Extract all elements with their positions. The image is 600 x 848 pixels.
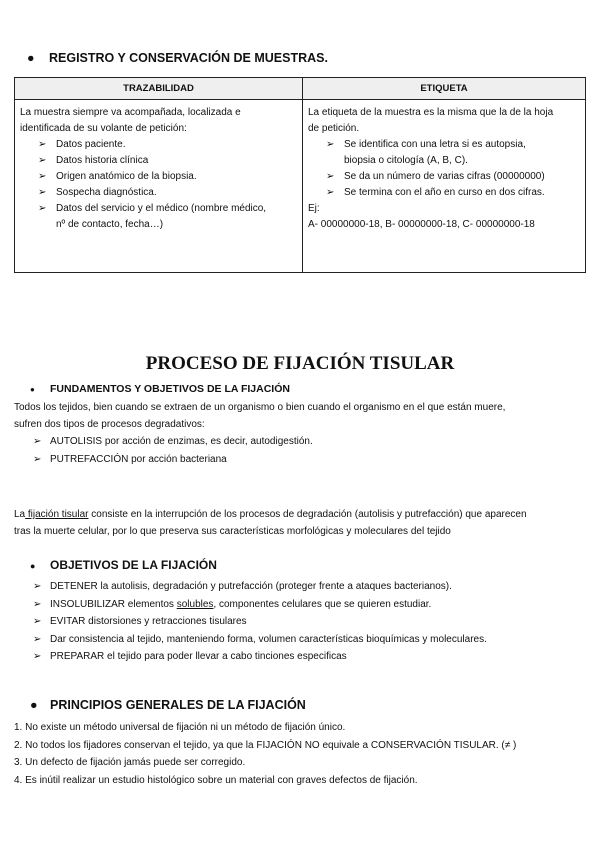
arrow-bullet-icon: ➢ (326, 171, 335, 182)
item-text: Datos paciente. (56, 139, 126, 150)
arrow-bullet-icon: ➢ (38, 155, 47, 166)
list-item: 1. No existe un método universal de fijación ni un método de fijación único. (14, 722, 346, 733)
item-text: Origen anatómico de la biopsia. (56, 171, 197, 182)
list-item (33, 648, 487, 666)
list-item (38, 137, 298, 153)
section-heading-objetivos (30, 558, 217, 572)
underlined-term: fijación tisular (25, 509, 89, 520)
table-row (15, 100, 586, 273)
list-item (326, 185, 581, 201)
list-item (33, 433, 313, 451)
list-item (38, 201, 298, 217)
item-text: Datos del servicio y el médico (nombre médico, (56, 203, 267, 214)
arrow-bullet-icon: ➢ (33, 453, 42, 465)
arrow-bullet-icon: ➢ (38, 139, 47, 150)
arrow-bullet-icon: ➢ (326, 187, 335, 198)
heading-text: OBJETIVOS DE LA FIJACIÓN (50, 558, 217, 572)
cell-trazabilidad (15, 100, 303, 273)
section-heading-fundamentos (30, 383, 290, 395)
list-item (33, 613, 487, 631)
item-text: Se termina con el año en curso en dos cifras. (344, 187, 545, 198)
list-item (38, 169, 298, 185)
item-text: Datos historia clínica (56, 155, 149, 166)
item-text: AUTOLISIS por acción de enzimas, es decir, autodigestión. (50, 436, 313, 447)
cell-text: de petición. (308, 123, 360, 134)
bullet-icon: ● (27, 51, 35, 65)
degradative-list (33, 433, 313, 468)
heading-text: PRINCIPIOS GENERALES DE LA FIJACIÓN (50, 698, 306, 712)
principios-list (14, 719, 516, 789)
intro-paragraph (14, 399, 505, 433)
item-text: biopsia o citología (A, B, C). (344, 155, 468, 166)
list-item: 3. Un defecto de fijación jamás puede ser corregido. (14, 757, 246, 768)
item-text: Dar consistencia al tejido, manteniendo forma, volumen características bioquímicas y moleculares. (50, 633, 487, 645)
example-text: A- 00000000-18, B- 00000000-18, C- 00000000-18 (308, 219, 535, 230)
arrow-bullet-icon: ➢ (33, 581, 42, 592)
page-title: PROCESO DE FIJACIÓN TISULAR (145, 353, 455, 374)
arrow-bullet-icon: ➢ (33, 598, 42, 610)
list-item (33, 578, 487, 596)
cell-text: La etiqueta de la muestra es la misma que la de la hoja (308, 107, 554, 118)
col-header-etiqueta: ETIQUETA (303, 78, 586, 100)
paragraph-line (14, 506, 527, 523)
list-item (326, 137, 581, 153)
arrow-bullet-icon: ➢ (33, 633, 42, 645)
example-label: Ej: (308, 203, 320, 214)
text: consiste en la interrupción de los procesos de degradación (autolisis y putrefacción) que aparecen (88, 509, 527, 520)
section-heading-registro (27, 51, 328, 65)
item-text: Se da un número de varias cifras (00000000) (344, 171, 545, 182)
arrow-bullet-icon: ➢ (33, 436, 42, 447)
heading-text: FUNDAMENTOS Y OBJETIVOS DE LA FIJACIÓN (50, 383, 290, 395)
list-item (33, 451, 313, 469)
list-item (326, 169, 581, 185)
list-item-continuation (326, 153, 581, 169)
heading-text: REGISTRO Y CONSERVACIÓN DE MUESTRAS. (49, 51, 328, 65)
item-text: nº de contacto, fecha…) (56, 219, 164, 230)
cell-etiqueta (303, 100, 586, 273)
item-text: PREPARAR el tejido para poder llevar a cabo tinciones especificas (50, 651, 347, 662)
arrow-bullet-icon: ➢ (326, 139, 335, 150)
item-text: PUTREFACCIÓN por acción bacteriana (50, 453, 227, 465)
item-text: , componentes celulares que se quieren estudiar. (213, 598, 432, 610)
arrow-bullet-icon: ➢ (38, 203, 47, 214)
text: La (14, 509, 26, 520)
list-item (38, 185, 298, 201)
underlined-term: solubles (176, 598, 214, 610)
paragraph-line: tras la muerte celular, por lo que preserva sus características morfológicas y moleculares del tejido (14, 526, 451, 537)
list-item-continuation (38, 217, 298, 233)
cell-text: identificada de su volante de petición: (20, 123, 187, 134)
paragraph-line: Todos los tejidos, bien cuando se extraen de un organismo o bien cuando el organismo en el que están muere, (14, 402, 506, 413)
bullet-icon: ● (30, 698, 38, 712)
item-text: EVITAR distorsiones y retracciones tisulares (50, 616, 247, 627)
paragraph-line: sufren dos tipos de procesos degradativos: (14, 419, 205, 430)
objetivos-list (33, 578, 487, 666)
bullet-icon: ● (30, 385, 35, 394)
list-item: 4. Es inútil realizar un estudio histológico sobre un material con graves defectos de fijación. (14, 774, 418, 786)
arrow-bullet-icon: ➢ (33, 651, 42, 662)
cell-text: La muestra siempre va acompañada, localizada e (20, 107, 241, 118)
arrow-bullet-icon: ➢ (33, 616, 42, 627)
bullet-icon: ● (30, 561, 36, 571)
arrow-bullet-icon: ➢ (38, 171, 47, 182)
item-text: INSOLUBILIZAR elementos (50, 598, 177, 610)
definition-paragraph (14, 506, 527, 540)
section-heading-principios (30, 698, 306, 712)
item-text: DETENER la autolisis, degradación y putrefacción (proteger frente a ataques bacterianos). (50, 581, 452, 592)
table-header-row (15, 78, 586, 100)
arrow-bullet-icon: ➢ (38, 187, 47, 198)
list-item: 2. No todos los fijadores conservan el tejido, ya que la FIJACIÓN NO equivale a CONSERVACIÓN TISULAR. (≠ ) (14, 739, 517, 751)
item-text: Sospecha diagnóstica. (56, 187, 157, 198)
list-item (33, 596, 487, 614)
trazabilidad-etiqueta-table (14, 77, 586, 273)
list-item (38, 153, 298, 169)
list-item (33, 631, 487, 649)
item-text: Se identifica con una letra si es autopsia, (344, 139, 526, 150)
col-header-trazabilidad: TRAZABILIDAD (15, 78, 303, 100)
